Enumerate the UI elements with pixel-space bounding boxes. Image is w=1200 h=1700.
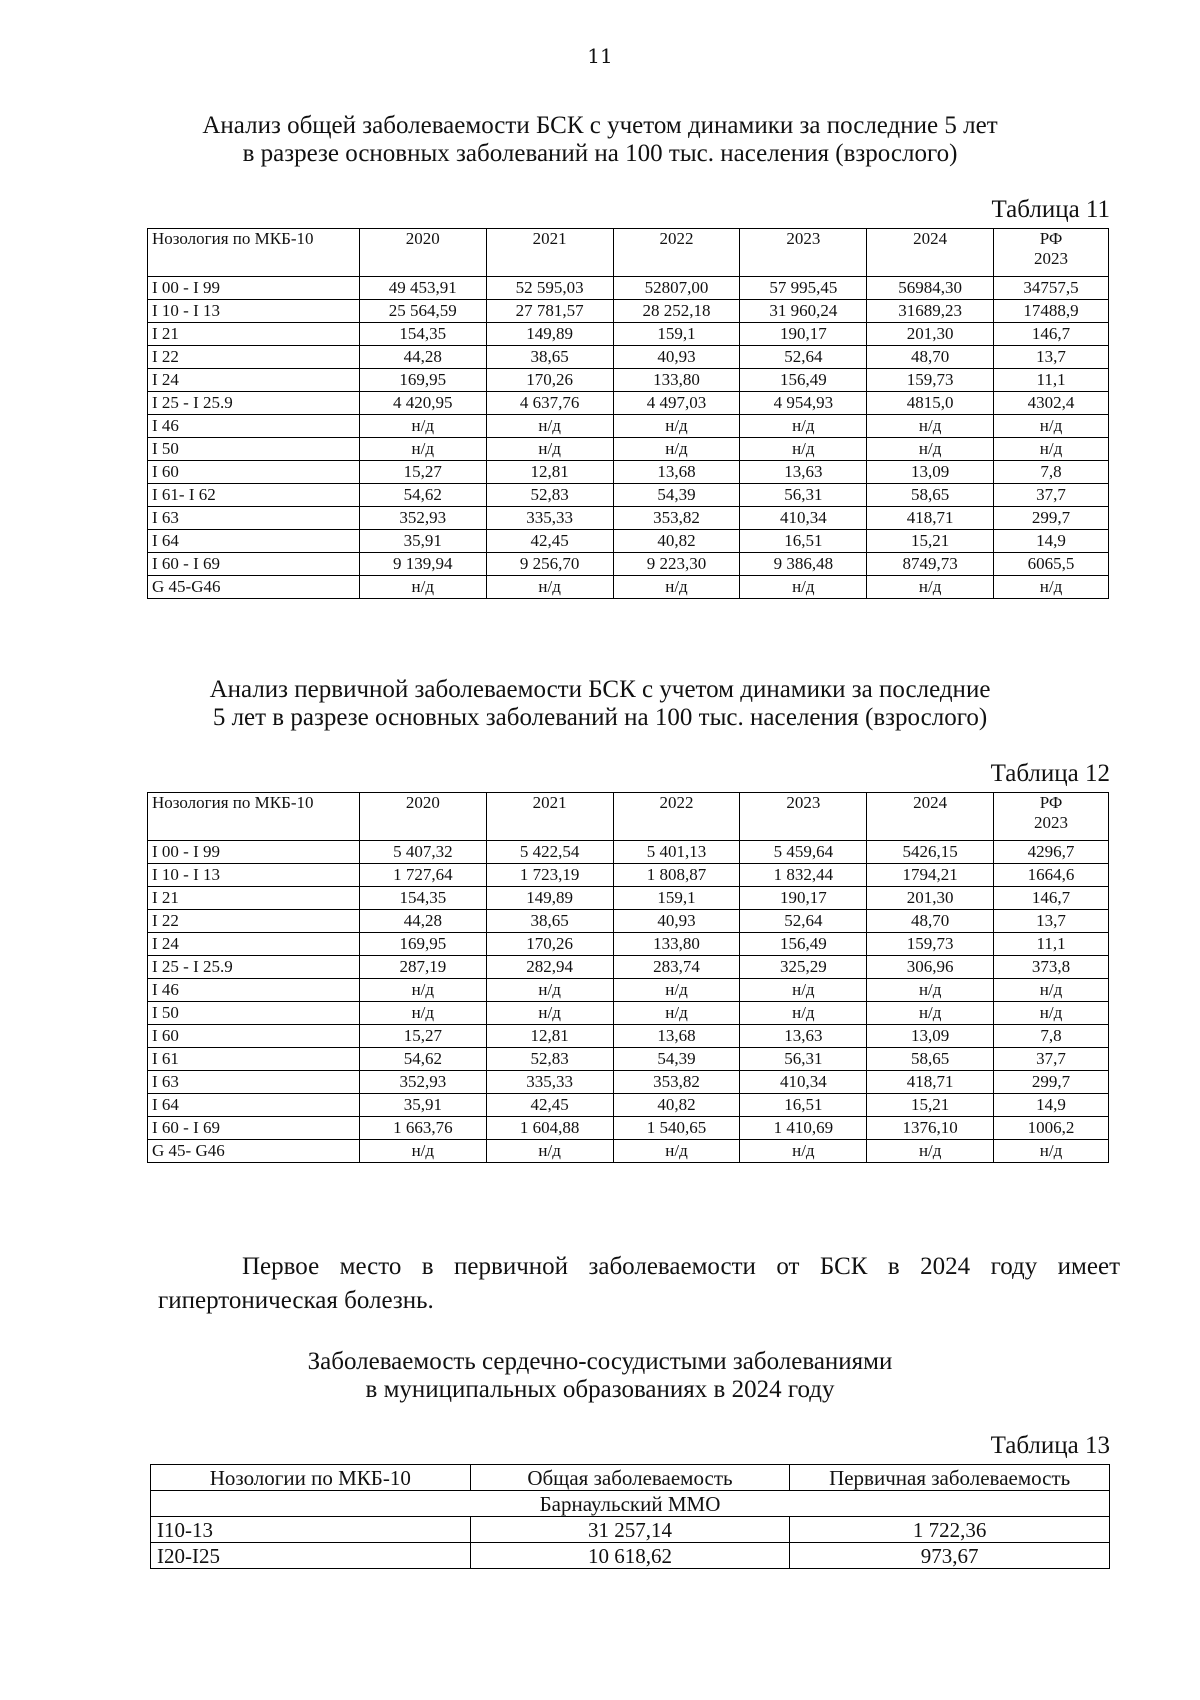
table11-r11-c3: 40,82 (613, 530, 740, 553)
table-row (148, 933, 1109, 956)
table11-r6-c6: н/д (994, 415, 1109, 438)
table11-r6-c5: н/д (867, 415, 994, 438)
table11-r13-c5: н/д (867, 576, 994, 599)
table11-r7-c5: н/д (867, 438, 994, 461)
table12-r9-c4: 56,31 (740, 1048, 867, 1071)
page-number: 11 (587, 44, 613, 68)
table12-r8-c6: 7,8 (994, 1025, 1109, 1048)
table13-region: Барнаульский ММО (151, 1491, 1110, 1517)
table11-r1-c6: 17488,9 (994, 300, 1109, 323)
table13-title-line2: в муниципальных образованиях в 2024 году (365, 1376, 835, 1403)
table11-r9-c0: I 61- I 62 (148, 484, 360, 507)
table12-r6-c5: н/д (867, 979, 994, 1002)
table11-r2-c4: 190,17 (740, 323, 867, 346)
table11-header-nosology: Нозология по МКБ-10 (148, 229, 360, 277)
table13-row0-general: 31 257,14 (470, 1517, 790, 1543)
table12-r10-c6: 299,7 (994, 1071, 1109, 1094)
table12-r13-c5: н/д (867, 1140, 994, 1163)
table12-r12-c4: 1 410,69 (740, 1117, 867, 1140)
table11-header-2022: 2022 (613, 229, 740, 277)
table13-row0-primary: 1 722,36 (790, 1517, 1110, 1543)
table12-r1-c0: I 10 - I 13 (148, 864, 360, 887)
table12-r9-c1: 54,62 (359, 1048, 486, 1071)
table11-r9-c2: 52,83 (486, 484, 613, 507)
table12-r12-c2: 1 604,88 (486, 1117, 613, 1140)
table12-r7-c3: н/д (613, 1002, 740, 1025)
table12-r1-c3: 1 808,87 (613, 864, 740, 887)
table12-r4-c6: 11,1 (994, 933, 1109, 956)
table12-r4-c2: 170,26 (486, 933, 613, 956)
table11-r10-c2: 335,33 (486, 507, 613, 530)
table11-r11-c0: I 64 (148, 530, 360, 553)
table11-r4-c3: 133,80 (613, 369, 740, 392)
table-row (148, 392, 1109, 415)
table12-r6-c3: н/д (613, 979, 740, 1002)
table11-r0-c4: 57 995,45 (740, 277, 867, 300)
table12-r4-c1: 169,95 (359, 933, 486, 956)
table-row (148, 369, 1109, 392)
table11-r9-c5: 58,65 (867, 484, 994, 507)
table11-r5-c6: 4302,4 (994, 392, 1109, 415)
table11-r6-c1: н/д (359, 415, 486, 438)
table11-r4-c0: I 24 (148, 369, 360, 392)
table11-r6-c2: н/д (486, 415, 613, 438)
table11-r5-c3: 4 497,03 (613, 392, 740, 415)
table-row (148, 461, 1109, 484)
table11-r13-c0: G 45-G46 (148, 576, 360, 599)
table-row (148, 300, 1109, 323)
table12-r12-c5: 1376,10 (867, 1117, 994, 1140)
table12-r6-c1: н/д (359, 979, 486, 1002)
table11-header-2023: 2023 (740, 229, 867, 277)
table12-r0-c2: 5 422,54 (486, 841, 613, 864)
table11-r13-c6: н/д (994, 576, 1109, 599)
table11-r8-c0: I 60 (148, 461, 360, 484)
table12-r0-c4: 5 459,64 (740, 841, 867, 864)
table11-r11-c2: 42,45 (486, 530, 613, 553)
table12-r2-c1: 154,35 (359, 887, 486, 910)
table12-r9-c2: 52,83 (486, 1048, 613, 1071)
table12-r7-c6: н/д (994, 1002, 1109, 1025)
table13 (150, 1464, 1110, 1569)
table11-r13-c2: н/д (486, 576, 613, 599)
table11-r0-c3: 52807,00 (613, 277, 740, 300)
table11-header-2020: 2020 (359, 229, 486, 277)
table-row (148, 1002, 1109, 1025)
table-row (148, 323, 1109, 346)
table11-r8-c3: 13,68 (613, 461, 740, 484)
table12-r0-c3: 5 401,13 (613, 841, 740, 864)
table12-r11-c2: 42,45 (486, 1094, 613, 1117)
table12-r2-c4: 190,17 (740, 887, 867, 910)
table12-r13-c6: н/д (994, 1140, 1109, 1163)
table12-r8-c0: I 60 (148, 1025, 360, 1048)
table-row (148, 979, 1109, 1002)
table12-r12-c0: I 60 - I 69 (148, 1117, 360, 1140)
table-row (148, 484, 1109, 507)
table12-header-rf (994, 793, 1109, 841)
table11-r2-c1: 154,35 (359, 323, 486, 346)
table11-r4-c2: 170,26 (486, 369, 613, 392)
table11-r2-c0: I 21 (148, 323, 360, 346)
table12-r9-c5: 58,65 (867, 1048, 994, 1071)
table12-r12-c1: 1 663,76 (359, 1117, 486, 1140)
table11-header-rf-label: РФ (1039, 229, 1063, 248)
table11-r7-c1: н/д (359, 438, 486, 461)
table11-r12-c5: 8749,73 (867, 553, 994, 576)
table11-title (150, 112, 1050, 168)
table12-r6-c2: н/д (486, 979, 613, 1002)
table12 (147, 792, 1109, 1163)
table12-r7-c0: I 50 (148, 1002, 360, 1025)
table12-r11-c0: I 64 (148, 1094, 360, 1117)
table12-r13-c2: н/д (486, 1140, 613, 1163)
table11-r5-c1: 4 420,95 (359, 392, 486, 415)
table12-r11-c4: 16,51 (740, 1094, 867, 1117)
table13-header-nosology: Нозологии по МКБ-10 (151, 1465, 471, 1491)
table11-r9-c6: 37,7 (994, 484, 1109, 507)
table12-r1-c5: 1794,21 (867, 864, 994, 887)
table11-r0-c0: I 00 - I 99 (148, 277, 360, 300)
table11-r3-c4: 52,64 (740, 346, 867, 369)
table12-r5-c6: 373,8 (994, 956, 1109, 979)
table12-title-line2: 5 лет в разрезе основных заболеваний на 100 тыс. населения (взрослого) (212, 704, 988, 731)
table11-r8-c2: 12,81 (486, 461, 613, 484)
table11-r11-c1: 35,91 (359, 530, 486, 553)
table11-r8-c5: 13,09 (867, 461, 994, 484)
table11-r5-c2: 4 637,76 (486, 392, 613, 415)
table12-r5-c2: 282,94 (486, 956, 613, 979)
table12-r10-c3: 353,82 (613, 1071, 740, 1094)
table11-r6-c3: н/д (613, 415, 740, 438)
table11-r3-c6: 13,7 (994, 346, 1109, 369)
table12-r9-c3: 54,39 (613, 1048, 740, 1071)
table12-r9-c6: 37,7 (994, 1048, 1109, 1071)
table12-r10-c0: I 63 (148, 1071, 360, 1094)
table12-header-2024: 2024 (867, 793, 994, 841)
table12-title-line1: Анализ первичной заболеваемости БСК с учетом динамики за последние (209, 676, 991, 703)
table12-header-nosology: Нозология по МКБ-10 (148, 793, 360, 841)
table11-r12-c2: 9 256,70 (486, 553, 613, 576)
table11-r7-c3: н/д (613, 438, 740, 461)
table12-r1-c4: 1 832,44 (740, 864, 867, 887)
table11-r12-c0: I 60 - I 69 (148, 553, 360, 576)
table12-r2-c0: I 21 (148, 887, 360, 910)
table12-r0-c1: 5 407,32 (359, 841, 486, 864)
table11-r2-c3: 159,1 (613, 323, 740, 346)
table12-r5-c4: 325,29 (740, 956, 867, 979)
table11-r1-c2: 27 781,57 (486, 300, 613, 323)
table12-r2-c2: 149,89 (486, 887, 613, 910)
table12-r8-c5: 13,09 (867, 1025, 994, 1048)
table12-r2-c6: 146,7 (994, 887, 1109, 910)
table-row (148, 415, 1109, 438)
table12-r8-c4: 13,63 (740, 1025, 867, 1048)
table11-header-rf (994, 229, 1109, 277)
table12-r11-c3: 40,82 (613, 1094, 740, 1117)
table-row (148, 1048, 1109, 1071)
table12-r4-c3: 133,80 (613, 933, 740, 956)
table12-r3-c3: 40,93 (613, 910, 740, 933)
table-row (148, 864, 1109, 887)
table12-r7-c1: н/д (359, 1002, 486, 1025)
table11-r8-c1: 15,27 (359, 461, 486, 484)
table-row (148, 1071, 1109, 1094)
table12-r13-c3: н/д (613, 1140, 740, 1163)
table12-header-rf-year: 2023 (1034, 813, 1069, 832)
table-row (148, 507, 1109, 530)
table11-r2-c5: 201,30 (867, 323, 994, 346)
table12-r10-c5: 418,71 (867, 1071, 994, 1094)
table-row (148, 576, 1109, 599)
table12-r0-c5: 5426,15 (867, 841, 994, 864)
conclusion-line2: гипертоническая болезнь. (158, 1287, 434, 1314)
table12-r3-c2: 38,65 (486, 910, 613, 933)
conclusion-paragraph (158, 1250, 1120, 1318)
table12-r2-c3: 159,1 (613, 887, 740, 910)
table12-r5-c5: 306,96 (867, 956, 994, 979)
table12-r13-c0: G 45- G46 (148, 1140, 360, 1163)
table-row (151, 1543, 1110, 1569)
table12-r13-c1: н/д (359, 1140, 486, 1163)
table11-r4-c1: 169,95 (359, 369, 486, 392)
table12-r11-c6: 14,9 (994, 1094, 1109, 1117)
table11-r3-c0: I 22 (148, 346, 360, 369)
table11-r9-c1: 54,62 (359, 484, 486, 507)
table12-r4-c5: 159,73 (867, 933, 994, 956)
table11-r5-c5: 4815,0 (867, 392, 994, 415)
table12-r8-c3: 13,68 (613, 1025, 740, 1048)
table12-r0-c0: I 00 - I 99 (148, 841, 360, 864)
table11-r9-c3: 54,39 (613, 484, 740, 507)
table11-header-rf-year: 2023 (1034, 249, 1069, 268)
table11-r3-c5: 48,70 (867, 346, 994, 369)
table12-r3-c1: 44,28 (359, 910, 486, 933)
table-row (148, 841, 1109, 864)
table11-r13-c1: н/д (359, 576, 486, 599)
table11-r3-c2: 38,65 (486, 346, 613, 369)
table11-title-line2: в разрезе основных заболеваний на 100 тыс. населения (взрослого) (242, 140, 958, 167)
table12-r1-c1: 1 727,64 (359, 864, 486, 887)
table11-r12-c3: 9 223,30 (613, 553, 740, 576)
table12-r7-c4: н/д (740, 1002, 867, 1025)
table11-r0-c1: 49 453,91 (359, 277, 486, 300)
conclusion-line1-text: Первое место в первичной заболеваемости от БСК в 2024 году имеет (242, 1253, 1120, 1280)
table11-r5-c4: 4 954,93 (740, 392, 867, 415)
table12-r6-c0: I 46 (148, 979, 360, 1002)
table12-r7-c5: н/д (867, 1002, 994, 1025)
table11-r1-c0: I 10 - I 13 (148, 300, 360, 323)
table13-row1-primary: 973,67 (790, 1543, 1110, 1569)
table13-header-general: Общая заболеваемость (470, 1465, 790, 1491)
table-row (148, 1025, 1109, 1048)
table-row (148, 530, 1109, 553)
table11-r8-c6: 7,8 (994, 461, 1109, 484)
table13-region-row (151, 1491, 1110, 1517)
table11-r10-c3: 353,82 (613, 507, 740, 530)
table12-r1-c2: 1 723,19 (486, 864, 613, 887)
table12-r6-c6: н/д (994, 979, 1109, 1002)
table11 (147, 228, 1109, 599)
table11-r0-c6: 34757,5 (994, 277, 1109, 300)
table11-r6-c0: I 46 (148, 415, 360, 438)
table11-r4-c6: 11,1 (994, 369, 1109, 392)
table12-header-rf-label: РФ (1039, 793, 1063, 812)
table12-label: Таблица 12 (990, 760, 1110, 787)
table12-r12-c3: 1 540,65 (613, 1117, 740, 1140)
table13-row1-code: I20-I25 (151, 1543, 471, 1569)
table12-header-2021: 2021 (486, 793, 613, 841)
table13-row0-code: I10-13 (151, 1517, 471, 1543)
table11-r3-c1: 44,28 (359, 346, 486, 369)
table12-r4-c0: I 24 (148, 933, 360, 956)
table12-r3-c6: 13,7 (994, 910, 1109, 933)
table11-r10-c5: 418,71 (867, 507, 994, 530)
table11-r3-c3: 40,93 (613, 346, 740, 369)
table12-header-2020: 2020 (359, 793, 486, 841)
table12-header-2023: 2023 (740, 793, 867, 841)
table12-r5-c1: 287,19 (359, 956, 486, 979)
table11-header-2021: 2021 (486, 229, 613, 277)
table-row (148, 1094, 1109, 1117)
table11-r10-c1: 352,93 (359, 507, 486, 530)
table11-r2-c2: 149,89 (486, 323, 613, 346)
table-row (148, 956, 1109, 979)
table11-r11-c5: 15,21 (867, 530, 994, 553)
table-row (148, 346, 1109, 369)
table12-r10-c1: 352,93 (359, 1071, 486, 1094)
table11-r10-c6: 299,7 (994, 507, 1109, 530)
table11-r12-c1: 9 139,94 (359, 553, 486, 576)
table11-r2-c6: 146,7 (994, 323, 1109, 346)
table12-r4-c4: 156,49 (740, 933, 867, 956)
table-row (151, 1517, 1110, 1543)
table11-r1-c5: 31689,23 (867, 300, 994, 323)
table11-r12-c6: 6065,5 (994, 553, 1109, 576)
table11-r7-c2: н/д (486, 438, 613, 461)
table13-title-line1: Заболеваемость сердечно-сосудистыми заболеваниями (307, 1348, 893, 1375)
table12-r3-c5: 48,70 (867, 910, 994, 933)
table-row (148, 553, 1109, 576)
conclusion-line1 (158, 1250, 1120, 1284)
table11-label: Таблица 11 (991, 196, 1110, 223)
table12-r2-c5: 201,30 (867, 887, 994, 910)
table11-r8-c4: 13,63 (740, 461, 867, 484)
table11-r7-c4: н/д (740, 438, 867, 461)
table11-r11-c4: 16,51 (740, 530, 867, 553)
table13-label: Таблица 13 (990, 1432, 1110, 1459)
table11-header-2024: 2024 (867, 229, 994, 277)
table-row (148, 438, 1109, 461)
table-row (148, 1117, 1109, 1140)
table11-r5-c0: I 25 - I 25.9 (148, 392, 360, 415)
table11-r10-c4: 410,34 (740, 507, 867, 530)
table12-header-2022: 2022 (613, 793, 740, 841)
table12-r12-c6: 1006,2 (994, 1117, 1109, 1140)
table-row (148, 910, 1109, 933)
table13-title (200, 1348, 1000, 1404)
table12-r7-c2: н/д (486, 1002, 613, 1025)
table-row (148, 1140, 1109, 1163)
table11-r0-c5: 56984,30 (867, 277, 994, 300)
table11-r4-c4: 156,49 (740, 369, 867, 392)
table12-r11-c1: 35,91 (359, 1094, 486, 1117)
table11-r1-c4: 31 960,24 (740, 300, 867, 323)
table11-r6-c4: н/д (740, 415, 867, 438)
table12-r5-c0: I 25 - I 25.9 (148, 956, 360, 979)
table11-r0-c2: 52 595,03 (486, 277, 613, 300)
table11-r4-c5: 159,73 (867, 369, 994, 392)
table12-r8-c2: 12,81 (486, 1025, 613, 1048)
table11-r1-c3: 28 252,18 (613, 300, 740, 323)
table12-r10-c2: 335,33 (486, 1071, 613, 1094)
table11-r7-c0: I 50 (148, 438, 360, 461)
table12-r9-c0: I 61 (148, 1048, 360, 1071)
table11-r13-c4: н/д (740, 576, 867, 599)
table12-r3-c0: I 22 (148, 910, 360, 933)
table11-r10-c0: I 63 (148, 507, 360, 530)
table12-r1-c6: 1664,6 (994, 864, 1109, 887)
table11-title-line1: Анализ общей заболеваемости БСК с учетом динамики за последние 5 лет (202, 112, 998, 139)
table11-r9-c4: 56,31 (740, 484, 867, 507)
table-row (148, 277, 1109, 300)
table12-r11-c5: 15,21 (867, 1094, 994, 1117)
table-row (148, 887, 1109, 910)
table13-row1-general: 10 618,62 (470, 1543, 790, 1569)
table12-r13-c4: н/д (740, 1140, 867, 1163)
table11-r1-c1: 25 564,59 (359, 300, 486, 323)
table12-r0-c6: 4296,7 (994, 841, 1109, 864)
table12-r3-c4: 52,64 (740, 910, 867, 933)
table11-r13-c3: н/д (613, 576, 740, 599)
table13-header-primary: Первичная заболеваемость (790, 1465, 1110, 1491)
table11-r12-c4: 9 386,48 (740, 553, 867, 576)
table12-r6-c4: н/д (740, 979, 867, 1002)
table12-r10-c4: 410,34 (740, 1071, 867, 1094)
table11-r11-c6: 14,9 (994, 530, 1109, 553)
table12-r8-c1: 15,27 (359, 1025, 486, 1048)
table12-r5-c3: 283,74 (613, 956, 740, 979)
table12-title (150, 676, 1050, 732)
table11-r7-c6: н/д (994, 438, 1109, 461)
